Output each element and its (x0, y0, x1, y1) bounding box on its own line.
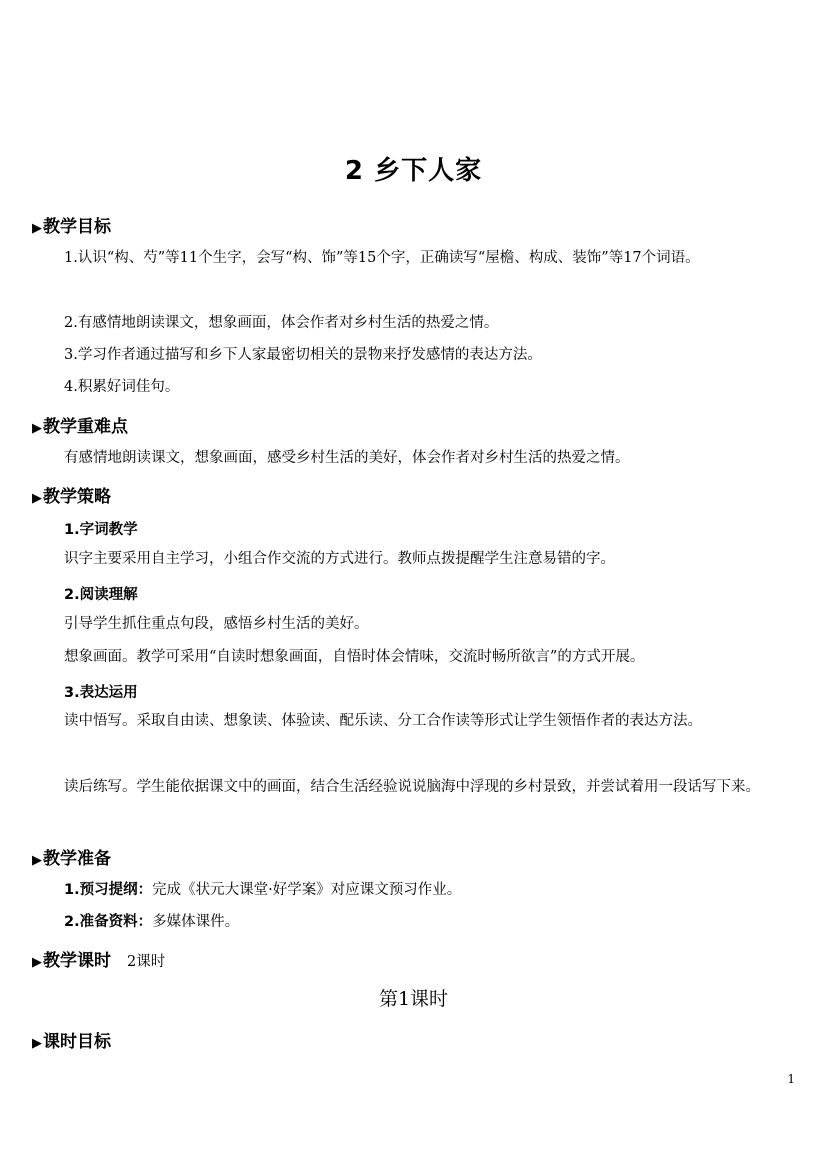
heading-preparation: ▶教学准备 (32, 849, 111, 869)
strategy-sub3-title: 3.表达运用 (64, 685, 138, 701)
bullet-triangle-icon: ▶ (32, 1036, 42, 1051)
bullet-triangle-icon: ▶ (32, 221, 42, 236)
bullet-triangle-icon: ▶ (32, 955, 42, 970)
strategy-sub3-text1: 读中悟写。采取自由读、想象读、体验读、配乐读、分工合作读等形式让学生领悟作者的表达方法。 (64, 713, 702, 729)
goal-item-4: 4.积累好词佳句。 (64, 379, 180, 395)
preparation-item-1: 1.预习提纲：完成《状元大课堂·好学案》对应课文预习作业。 (64, 882, 462, 898)
goal-item-2: 2.有感情地朗读课文，想象画面，体会作者对乡村生活的热爱之情。 (64, 315, 499, 331)
strategy-sub1-text: 识字主要采用自主学习，小组合作交流的方式进行。教师点拨提醒学生注意易错的字。 (64, 551, 615, 567)
page-number: 1 (787, 1072, 795, 1086)
preparation-item-2: 2.准备资料：多媒体课件。 (64, 914, 240, 930)
bullet-triangle-icon: ▶ (32, 491, 42, 506)
strategy-sub1-title: 1.字词教学 (64, 522, 138, 538)
strategy-sub2-text1: 引导学生抓住重点句段，感悟乡村生活的美好。 (64, 616, 369, 632)
bullet-triangle-icon: ▶ (32, 853, 42, 868)
heading-hours: ▶教学课时 2课时 (32, 951, 166, 971)
strategy-sub3-text2: 读后练写。学生能依据课文中的画面，结合生活经验说说脑海中浮现的乡村景致，并尝试着用一段话写下来。 (64, 779, 760, 795)
heading-strategy: ▶教学策略 (32, 487, 111, 507)
goal-item-3: 3.学习作者通过描写和乡下人家最密切相关的景物来抒发感情的表达方法。 (64, 347, 542, 363)
heading-key-points: ▶教学重难点 (32, 417, 128, 437)
strategy-sub2-title: 2.阅读理解 (64, 587, 138, 603)
lesson-1-title: 第1课时 (378, 988, 449, 1010)
hours-value: 2课时 (127, 954, 166, 970)
bullet-triangle-icon: ▶ (32, 421, 42, 436)
page-title: 2 乡下人家 (344, 156, 483, 186)
heading-lesson-goals: ▶课时目标 (32, 1032, 111, 1052)
heading-goals: ▶教学目标 (32, 217, 111, 237)
key-points-text: 有感情地朗读课文，想象画面，感受乡村生活的美好，体会作者对乡村生活的热爱之情。 (64, 450, 630, 466)
strategy-sub2-text2: 想象画面。教学可采用“自读时想象画面，自悟时体会情味，交流时畅所欲言”的方式开展。 (64, 649, 645, 665)
goal-item-1: 1.认识“构、芍”等11个生字，会写“构、饰”等15个字，正确读写“屋檐、构成、装饰”等17个词语。 (64, 250, 700, 266)
